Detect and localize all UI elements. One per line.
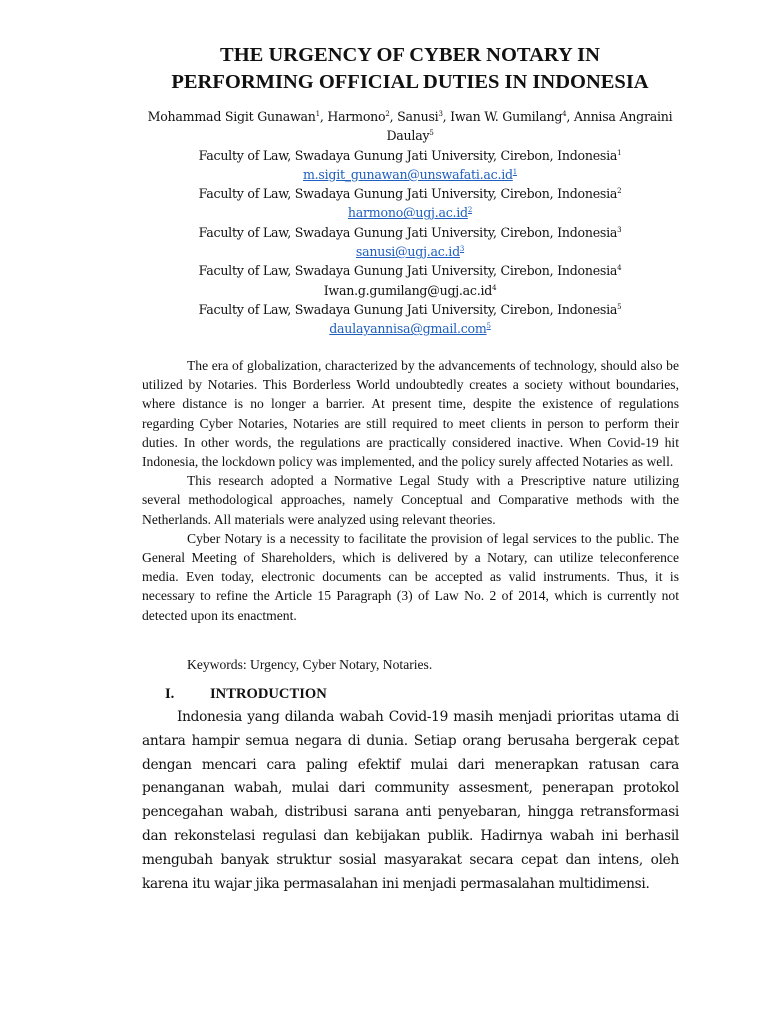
email-link[interactable]: daulayannisa@gmail.com [329, 321, 487, 337]
email-sup: 4 [492, 283, 497, 292]
author-name: , Sanusi [389, 109, 439, 124]
paper-title [140, 42, 680, 96]
email-line [140, 242, 680, 261]
email-line [140, 165, 680, 184]
author-sup: 4 [562, 110, 567, 118]
affiliation-text: Faculty of Law, Swadaya Gunung Jati University, Cirebon, Indonesia [198, 147, 618, 163]
affiliation [140, 146, 680, 165]
affiliation-text: Faculty of Law, Swadaya Gunung Jati University, Cirebon, Indonesia [198, 301, 618, 317]
email-text: Iwan.g.gumilang@ugj.ac.id [323, 282, 493, 298]
affiliation-text: Faculty of Law, Swadaya Gunung Jati University, Cirebon, Indonesia [198, 186, 618, 202]
affiliation [140, 223, 680, 242]
author-sup: 2 [385, 110, 390, 118]
author-sup: 1 [315, 110, 320, 118]
affiliation [140, 184, 680, 203]
author-name: Mohammad Sigit Gunawan [147, 109, 316, 124]
affiliation [140, 300, 680, 319]
section-heading [165, 684, 327, 704]
author-name: , Iwan W. Gumilang [442, 109, 563, 124]
affiliation-sup: 5 [617, 302, 622, 311]
email-link[interactable]: sanusi@ugj.ac.id [355, 244, 460, 260]
introduction-body [142, 706, 679, 896]
email-sup: 3 [459, 245, 465, 254]
email-line [140, 319, 680, 338]
affiliation-text: Faculty of Law, Swadaya Gunung Jati University, Cirebon, Indonesia [198, 263, 618, 279]
keywords: Keywords: Urgency, Cyber Notary, Notaries. [187, 657, 433, 672]
author-sup: 3 [438, 110, 443, 118]
author-names-line-2 [140, 126, 680, 145]
email-sup: 1 [512, 167, 518, 176]
section-title: INTRODUCTION [210, 686, 327, 702]
author-names-line-1 [140, 107, 680, 126]
affiliation-sup: 2 [617, 187, 622, 196]
abstract-paragraph: The era of globalization, characterized by the advancements of technology, should also be utilized by Notaries. This Borderless World undoubtedly creates a society without boundaries, where distance is no longer a barrier. At present time, despite the existence of regulations regarding Cyber Notaries, Notaries are still required to meet clients in person to perform their duties. In other words, the regulations are practically considered inactive. When Covid-19 hit Indonesia, the lockdown policy was implemented, and the policy surely affected Notaries as well. [142, 358, 679, 470]
author-name: , Annisa Angraini [566, 109, 673, 124]
author-name: , Harmono [319, 109, 386, 124]
email-line [140, 203, 680, 222]
email-link[interactable]: m.sigit_gunawan@unswafati.ac.id [302, 166, 513, 182]
abstract-paragraph: Cyber Notary is a necessity to facilitate the provision of legal services to the public. The General Meeting of Shareholders, which is delivered by a Notary, can utilize teleconference media. Even today, electronic documents can be accepted as valid instruments. Thus, it is necessary to refine the Article 15 Paragraph (3) of Law No. 2 of 2014, which is currently not detected upon its enactment. [142, 530, 679, 623]
section-number: I. [165, 686, 175, 702]
affiliation-text: Faculty of Law, Swadaya Gunung Jati University, Cirebon, Indonesia [198, 224, 618, 240]
email-sup: 5 [486, 322, 491, 331]
author-name: Daulay [386, 128, 430, 144]
email-link[interactable]: harmono@ugj.ac.id [347, 205, 468, 221]
author-sup: 5 [429, 129, 434, 138]
email-line [140, 281, 680, 300]
affiliation-sup: 4 [617, 264, 622, 273]
affiliation-sup: 3 [617, 225, 622, 234]
affiliation-sup: 1 [617, 148, 622, 157]
affiliation [140, 261, 680, 280]
abstract [142, 356, 679, 625]
introduction-paragraph: Indonesia yang dilanda wabah Covid-19 masih menjadi prioritas utama di antara hampir semua negara di dunia. Setiap orang berusaha bergerak cepat dengan mencari cara paling efektif mulai dari menerapkan ratusan cara penanganan wabah, mulai dari community assesment, penerapan protokol pencegahan wabah, distribusi sarana anti penyebaran, hingga retransformasi dan rekonstelasi regulasi dan kebijakan publik. Hadirnya wabah ini berhasil mengubah banyak struktur sosial masyarakat secara cepat dan intens, oleh karena itu wajar jika permasalahan ini menjadi permasalahan multidimensi. [142, 709, 679, 892]
title-line-2: PERFORMING OFFICIAL DUTIES IN INDONESIA [171, 71, 649, 93]
email-sup: 2 [467, 206, 473, 215]
abstract-paragraph: This research adopted a Normative Legal Study with a Prescriptive nature utilizing several methodological approaches, namely Conceptual and Comparative methods with the Netherlands. All materials were analyzed using relevant theories. [142, 473, 679, 527]
author-block [140, 107, 680, 339]
title-line-1: THE URGENCY OF CYBER NOTARY IN [220, 44, 600, 66]
